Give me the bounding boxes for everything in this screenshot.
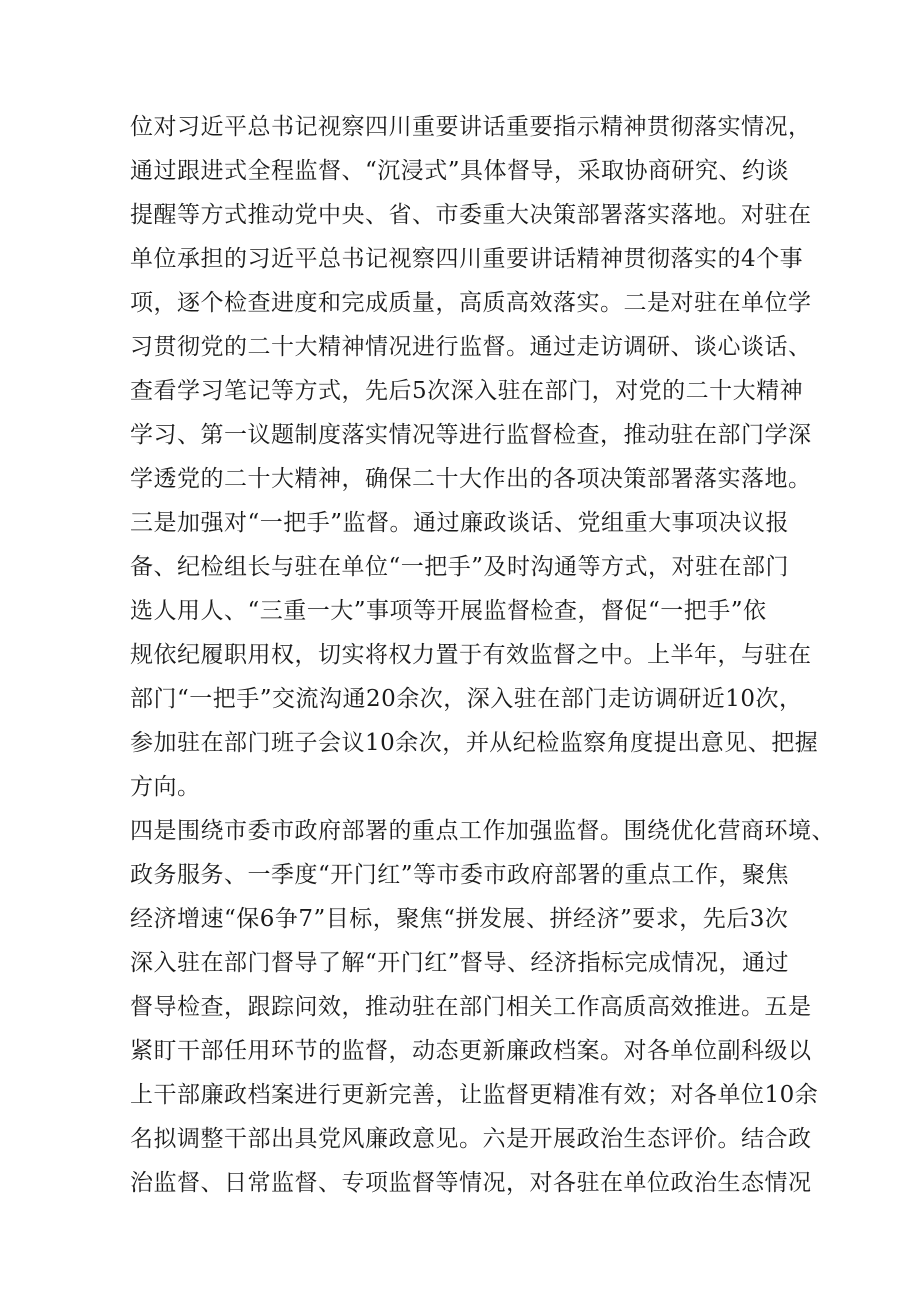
text-line: 项，逐个检查进度和完成质量，高质高效落实。二是对驻在单位学 [130,290,812,316]
text-line: 单位承担的习近平总书记视察四川重要讲话精神贯彻落实的4个事 [130,246,804,272]
text-line: 经济增速“保6争7”目标，聚焦“拼发展、拼经济”要求，先后3次 [130,906,789,932]
text-line: 三是加强对“一把手”监督。通过廉政谈话、党组重大事项决议报 [130,510,790,536]
text-line: 紧盯干部任用环节的监督，动态更新廉政档案。对各单位副科级以 [130,1038,812,1064]
text-line: 四是围绕市委市政府部署的重点工作加强监督。围绕优化营商环境、 [130,818,835,844]
text-line: 习贯彻党的二十大精神情况进行监督。通过走访调研、谈心谈话、 [130,334,812,360]
text-line: 规依纪履职用权，切实将权力置于有效监督之中。上半年，与驻在 [130,642,812,668]
text-line: 名拟调整干部出具党风廉政意见。六是开展政治生态评价。结合政 [130,1126,812,1152]
text-line: 治监督、日常监督、专项监督等情况，对各驻在单位政治生态情况 [130,1170,812,1196]
text-line: 备、纪检组长与驻在单位“一把手”及时沟通等方式，对驻在部门 [130,554,790,580]
text-line: 上干部廉政档案进行更新完善，让监督更精准有效；对各单位10余 [130,1082,819,1108]
text-line: 选人用人、“三重一大”事项等开展监督检查，督促“一把手”依 [130,598,767,624]
text-line: 参加驻在部门班子会议10余次，并从纪检监察角度提出意见、把握 [130,730,819,756]
text-line: 方向。 [130,774,201,800]
text-line: 政务服务、一季度“开门红”等市委市政府部署的重点工作，聚焦 [130,862,790,888]
text-line: 位对习近平总书记视察四川重要讲话重要指示精神贯彻落实情况， [130,114,812,140]
text-line: 学透党的二十大精神，确保二十大作出的各项决策部署落实落地。 [130,466,812,492]
text-line: 部门“一把手”交流沟通20余次，深入驻在部门走访调研近10次， [130,686,803,712]
body-text [130,105,835,1205]
text-line: 督导检查，跟踪问效，推动驻在部门相关工作高质高效推进。五是 [130,994,812,1020]
text-line: 学习、第一议题制度落实情况等进行监督检查，推动驻在部门学深 [130,422,812,448]
text-line: 通过跟进式全程监督、“沉浸式”具体督导，采取协商研究、约谈 [130,158,790,184]
text-line: 查看学习笔记等方式，先后5次深入驻在部门，对党的二十大精神 [130,378,804,404]
text-line: 深入驻在部门督导了解“开门红”督导、经济指标完成情况，通过 [130,950,790,976]
text-line: 提醒等方式推动党中央、省、市委重大决策部署落实落地。对驻在 [130,202,812,228]
